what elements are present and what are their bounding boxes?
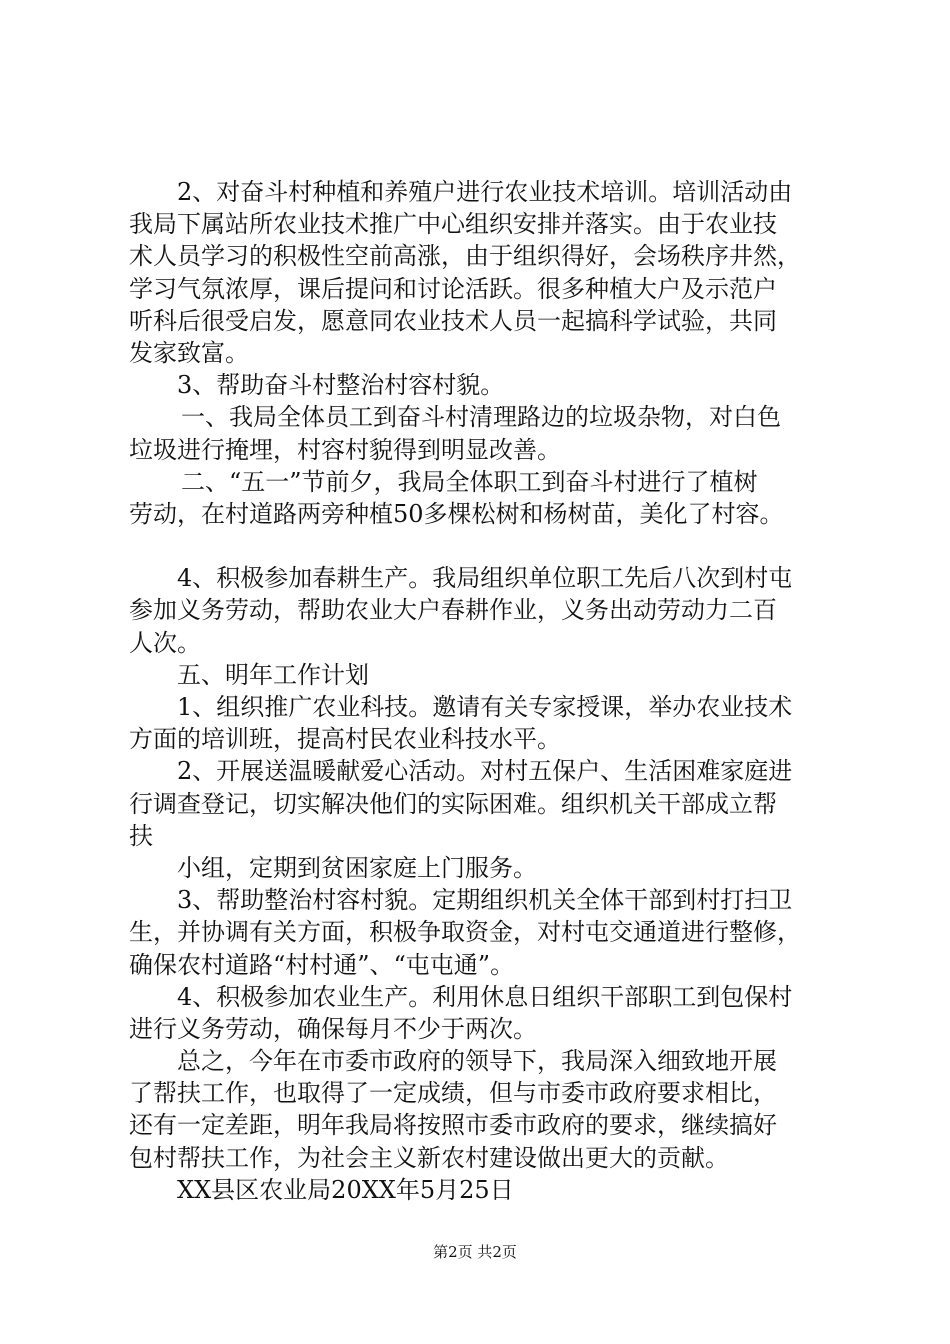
paragraph-line: 垃圾进行掩埋，村容村貌得到明显改善。	[129, 435, 561, 464]
paragraph-line: 扶	[129, 821, 153, 850]
paragraph-line: 参加义务劳动，帮助农业大户春耕作业，义务出动劳动力二百	[129, 596, 777, 625]
blank-line	[129, 530, 829, 562]
paragraph-line: 方面的培训班，提高村民农业科技水平。	[129, 725, 561, 754]
paragraph-line: 确保农村道路“村村通”、“屯屯通”。	[129, 950, 515, 979]
section-heading: 五、明年工作计划	[177, 660, 369, 689]
paragraph-line: 了帮扶工作，也取得了一定成绩，但与市委市政府要求相比，	[129, 1079, 777, 1108]
paragraph-line: 听科后很受启发，愿意同农业技术人员一起搞科学试验，共同	[129, 306, 777, 335]
paragraph-line: 还有一定差距，明年我局将按照市委市政府的要求，继续搞好	[129, 1111, 777, 1140]
paragraph-line: 我局下属站所农业技术推广中心组织安排并落实。由于农业技	[129, 210, 777, 239]
paragraph-line: 发家致富。	[129, 338, 249, 367]
paragraph-line: 总之，今年在市委市政府的领导下，我局深入细致地开展	[177, 1047, 777, 1076]
paragraph-line: 2、对奋斗村种植和养殖户进行农业技术培训。培训活动由	[177, 178, 793, 206]
paragraph-line: 行调查登记，切实解决他们的实际困难。组织机关干部成立帮	[129, 789, 777, 818]
paragraph-line: 2、开展送温暖献爱心活动。对村五保户、生活困难家庭进	[177, 757, 793, 786]
page-number-footer: 第2页 共2页	[433, 1243, 517, 1261]
paragraph-line: 生，并协调有关方面，积极争取资金，对村屯交通道进行整修，	[129, 918, 801, 947]
paragraph-line: 包村帮扶工作，为社会主义新农村建设做出更大的贡献。	[129, 1143, 729, 1172]
paragraph-line: 3、帮助奋斗村整治村容村貌。	[177, 371, 505, 400]
paragraph-line: 一、我局全体员工到奋斗村清理路边的垃圾杂物，对白色	[181, 403, 781, 432]
body-text	[129, 176, 829, 1206]
paragraph-line: 3、帮助整治村容村貌。定期组织机关全体干部到村打扫卫	[177, 886, 793, 915]
paragraph-line: 术人员学习的积极性空前高涨，由于组织得好，会场秩序井然，	[129, 242, 801, 271]
paragraph-line: 小组，定期到贫困家庭上门服务。	[177, 853, 537, 882]
paragraph-line: 人次。	[129, 628, 201, 657]
paragraph-line: 1、组织推广农业科技。邀请有关专家授课，举办农业技术	[177, 693, 793, 721]
paragraph-line: 4、积极参加春耕生产。我局组织单位职工先后八次到村屯	[177, 564, 793, 593]
paragraph-line: 劳动，在村道路两旁种植50多棵松树和杨树苗，美化了村容。	[129, 499, 784, 528]
signature-date-line: XX县区农业局20XX年5月25日	[177, 1175, 514, 1204]
paragraph-line: 二、“五一”节前夕，我局全体职工到奋斗村进行了植树	[181, 467, 758, 496]
paragraph-line: 进行义务劳动，确保每月不少于两次。	[129, 1014, 537, 1043]
paragraph-line: 学习气氛浓厚，课后提问和讨论活跃。很多种植大户及示范户	[129, 274, 777, 303]
paragraph-line: 4、积极参加农业生产。利用休息日组织干部职工到包保村	[177, 982, 793, 1011]
